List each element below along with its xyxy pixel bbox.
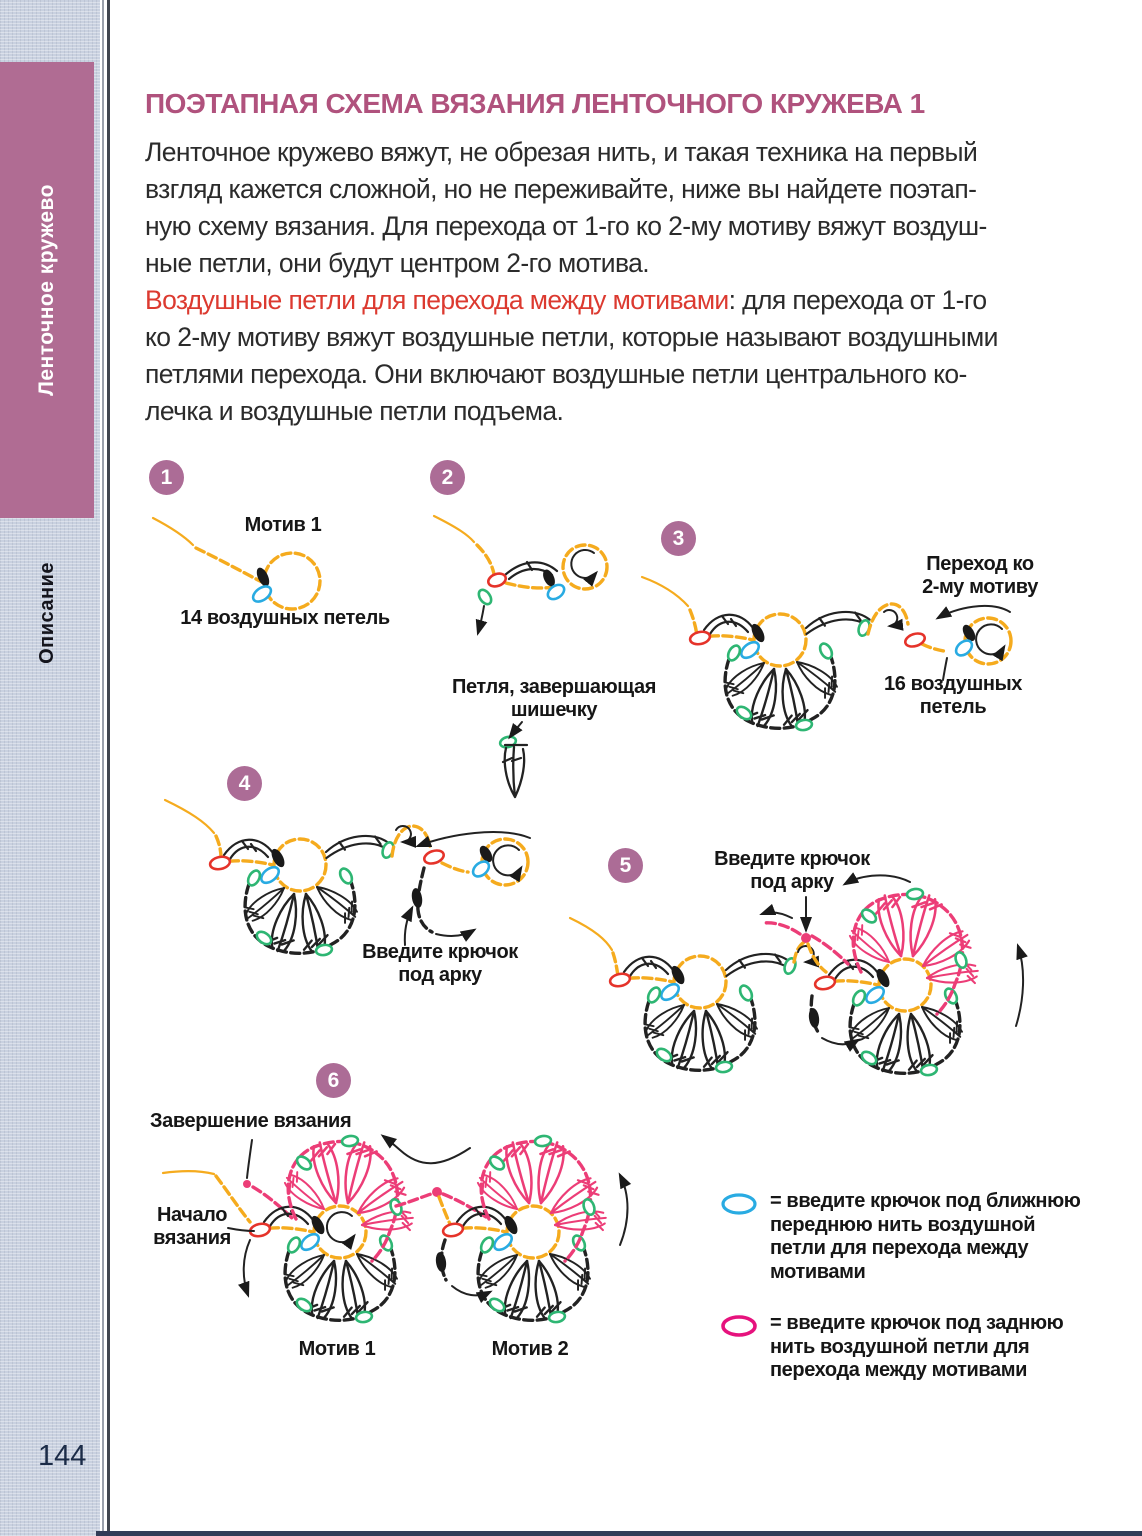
pink-loop-icon: [720, 1312, 760, 1338]
text-line: ную схему вязания. Для перехода от 1-го ко 2-му мотиву вяжут воздуш-: [145, 211, 987, 241]
page-title: ПОЭТАПНАЯ СХЕМА ВЯЗАНИЯ ЛЕНТОЧНОГО КРУЖЕВА 1: [145, 88, 925, 119]
page-number: 144: [38, 1440, 87, 1472]
text-line: лечка и воздушные петли подъема.: [145, 396, 564, 426]
blue-loop-icon: [720, 1190, 760, 1216]
step-badge-3: 3: [661, 521, 696, 556]
label-step1-motif: Мотив 1: [244, 514, 322, 536]
label-hook-step4: Введите крючок под арку: [362, 941, 518, 986]
label-step1-chains: 14 воздушных петель: [180, 607, 390, 629]
label-motif2: Мотив 2: [491, 1338, 569, 1360]
label-bobble: Петля, завершающая шишечку: [451, 676, 657, 721]
label-hook-step5: Введите крючок под арку: [714, 848, 870, 893]
label-transition: Переход ко 2-му мотиву: [922, 553, 1038, 598]
step-badge-1: 1: [149, 460, 184, 495]
step6-diagram: [163, 1135, 628, 1323]
step-badge-2: 2: [430, 460, 465, 495]
step5-diagram: [570, 875, 1023, 1076]
text-line: взгляд кажется сложной, но не переживайте, ниже вы найдете поэтап-: [145, 174, 977, 204]
label-chains16: 16 воздушных петель: [884, 673, 1022, 718]
highlight-lead: Воздушные петли для перехода между мотивами: [145, 285, 729, 315]
chapter-tab-label: Ленточное кружево: [35, 184, 58, 396]
legend-item-back-loop: = введите крючок под заднюю нить воздушной петли для перехода между мотивами: [720, 1312, 1063, 1383]
highlight-after: : для перехода от 1-го: [728, 285, 987, 315]
text-line: Ленточное кружево вяжут, не обрезая нить, и такая техника на первый: [145, 137, 978, 167]
section-label: Описание: [35, 561, 58, 664]
label-finish: Завершение вязания: [150, 1110, 352, 1132]
legend-item-front-loop: = введите крючок под ближнюю переднюю нить воздушной петли для перехода между мотивами: [720, 1190, 1080, 1284]
step-badge-4: 4: [227, 766, 262, 801]
bobble-detail: [499, 722, 527, 797]
text-line: ко 2-му мотиву вяжут воздушные петли, которые называют воздушными: [145, 322, 998, 352]
text-line: петлями перехода. Они включают воздушные петли центрального ко-: [145, 359, 967, 389]
step4-diagram: [165, 800, 530, 956]
text-line: ные петли, они будут центром 2-го мотива.: [145, 248, 650, 278]
label-motif1: Мотив 1: [298, 1338, 376, 1360]
step2-diagram: [434, 516, 607, 633]
step-badge-5: 5: [608, 848, 643, 883]
label-start: Начало вязания: [153, 1204, 231, 1249]
step-badge-6: 6: [316, 1063, 351, 1098]
